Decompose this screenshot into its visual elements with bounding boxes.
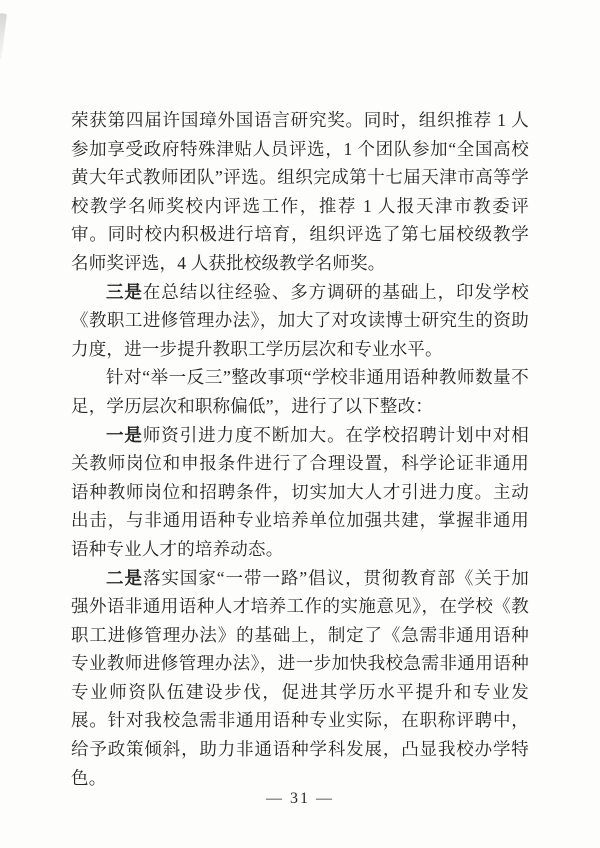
paragraph-lead: 三是	[106, 281, 143, 302]
paragraph: 荣获第四届许国璋外国语言研究奖。同时，组织推荐 1 人参加享受政府特殊津贴人员评选，1 个团队参加“全国高校黄大年式教师团队”评选。组织完成第十七届天津市高等学校教学名师奖校内评选工作，推荐 1 人报天津市教委评审。同时校内积极进行培育，组织评选了第七届校级教学名师奖评选，4 人获批校级教学名师奖。	[71, 110, 529, 273]
paragraph-lead: 一是	[106, 424, 143, 445]
paragraph: 三是在总结以往经验、多方调研的基础上，印发学校《教职工进修管理办法》，加大了对攻读博士研究生的资助力度，进一步提升教职工学历层次和专业水平。	[71, 281, 530, 359]
document-body	[71, 106, 529, 792]
page-number: — 31 —	[266, 790, 334, 807]
paragraph-lead: 二是	[106, 567, 143, 588]
paragraph: 二是落实国家“一带一路”倡议，贯彻教育部《关于加强外语非通用语种人才培养工作的实施意见》，在学校《教职工进修管理办法》的基础上，制定了《急需非通用语种专业教师进修管理办法》，进一步加快我校急需非通用语种专业师资队伍建设步伐，促进其学历水平提升和专业发展。针对我校急需非通用语种专业实际，在职称评聘中，给予政策倾斜，助力非通语种学科发展，凸显我校办学特色。	[71, 567, 529, 788]
scan-artifact	[0, 13, 7, 60]
paragraph: 针对“举一反三”整改事项“学校非通用语种教师数量不足，学历层次和职称偏低”，进行了以下整改：	[71, 367, 529, 416]
paragraph: 一是师资引进力度不断加大。在学校招聘计划中对相关教师岗位和申报条件进行了合理设置，科学论证非通用语种教师岗位和招聘条件，切实加大人才引进力度。主动出击，与非通用语种专业培养单位加强共建，掌握非通用语种专业人才的培养动态。	[71, 424, 530, 559]
